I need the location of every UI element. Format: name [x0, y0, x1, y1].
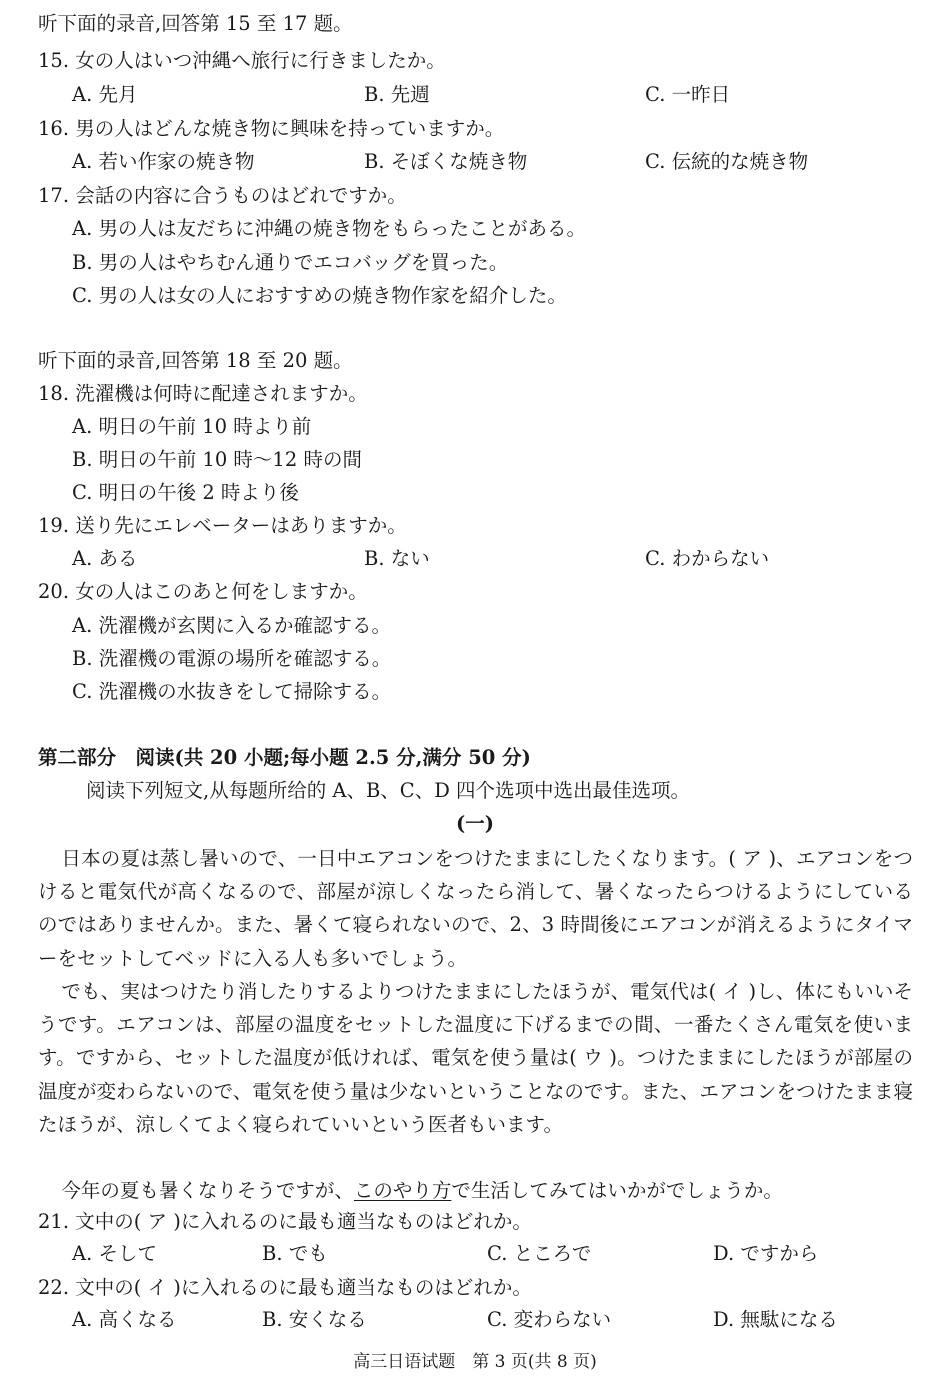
passage-paragraph-2: でも、実はつけたり消したりするよりつけたままにしたほうが、電気代は( イ )し、体にもいいそうです。エアコンは、部屋の温度をセットした温度に下げるまでの間、一番たくさん電気を使います。ですから、セットした温度が低ければ、電気を使う量は( ウ )。つけたままにしたほうが部屋の温度が変わらないので、電気を使う量は少ないということなのです。また、エアコンをつけたまま寝たほうが、涼しくてよく寝られていいという医者もいます。 [38, 980, 913, 1136]
passage-text: で生活してみてはいかがでしょうか。 [451, 1179, 783, 1202]
question-19-stem: 19. 送り先にエレベーターはありますか。 [38, 514, 407, 537]
option-17-a: A. 男の人は友だちに沖縄の焼き物をもらったことがある。 [72, 217, 586, 240]
question-17-stem: 17. 会話の内容に合うものはどれですか。 [38, 184, 407, 207]
question-16-stem: 16. 男の人はどんな焼き物に興味を持っていますか。 [38, 117, 505, 140]
passage-paragraph-3 [38, 1174, 913, 1207]
option-22-c: C. 変わらない [487, 1308, 612, 1331]
question-15-stem: 15. 女の人はいつ沖縄へ旅行に行きましたか。 [38, 49, 446, 72]
option-21-c: C. ところで [487, 1242, 592, 1265]
passage-text: 今年の夏も暑くなりそうですが、 [61, 1179, 354, 1202]
option-22-a: A. 高くなる [72, 1308, 177, 1331]
part2-instruction: 阅读下列短文,从每题所给的 A、B、C、D 四个选项中选出最佳选项。 [86, 779, 691, 802]
option-19-c: C. わからない [645, 547, 770, 570]
question-18-stem: 18. 洗濯機は何時に配達されますか。 [38, 382, 368, 405]
option-19-b: B. ない [364, 547, 430, 570]
option-18-c: C. 明日の午後 2 時より後 [72, 481, 299, 504]
option-16-c: C. 伝統的な焼き物 [645, 150, 809, 173]
page-footer: 高三日语试题 第 3 页(共 8 页) [353, 1352, 597, 1372]
option-15-a: A. 先月 [72, 83, 138, 106]
passage-paragraph-1: 日本の夏は蒸し暑いので、一日中エアコンをつけたままにしたくなります。( ア )、エアコンをつけると電気代が高くなるので、部屋が涼しくなったら消して、暑くなったらつけるようにしているのではありませんか。また、暑くて寝られないので、2、3 時間後にエアコンが消えるようにタイマーをセットしてベッドに入る人も多いでしょう。 [38, 847, 913, 970]
option-21-a: A. そして [72, 1242, 157, 1265]
option-22-d: D. 無駄になる [713, 1308, 838, 1331]
question-21-stem: 21. 文中の( ア )に入れるのに最も適当なものはどれか。 [38, 1210, 532, 1233]
question-22-stem: 22. 文中の( イ )に入れるのに最も適当なものはどれか。 [38, 1276, 532, 1299]
option-20-a: A. 洗濯機が玄関に入るか確認する。 [72, 614, 391, 637]
option-17-b: B. 男の人はやちむん通りでエコバッグを買った。 [72, 251, 509, 274]
part2-heading: 第二部分 阅读(共 20 小题;每小题 2.5 分,满分 50 分) [38, 746, 531, 769]
option-21-b: B. でも [262, 1242, 328, 1265]
option-20-b: B. 洗濯機の電源の場所を確認する。 [72, 647, 392, 670]
option-18-b: B. 明日の午前 10 時～12 時の間 [72, 448, 362, 471]
question-20-stem: 20. 女の人はこのあと何をしますか。 [38, 580, 368, 603]
option-17-c: C. 男の人は女の人におすすめの焼き物作家を紹介した。 [72, 284, 567, 307]
option-22-b: B. 安くなる [262, 1308, 367, 1331]
option-16-a: A. 若い作家の焼き物 [72, 150, 255, 173]
option-19-a: A. ある [72, 547, 138, 570]
option-18-a: A. 明日の午前 10 時より前 [72, 415, 312, 438]
option-15-b: B. 先週 [364, 83, 430, 106]
section-instruction: 听下面的录音,回答第 18 至 20 题。 [38, 349, 353, 372]
option-21-d: D. ですから [713, 1242, 819, 1265]
option-15-c: C. 一昨日 [645, 83, 731, 106]
passage-number: (一) [456, 812, 494, 835]
underlined-phrase: このやり方 [353, 1179, 452, 1202]
option-20-c: C. 洗濯機の水抜きをして掃除する。 [72, 680, 392, 703]
option-16-b: B. そぼくな焼き物 [364, 150, 528, 173]
section-instruction: 听下面的录音,回答第 15 至 17 题。 [38, 12, 353, 35]
